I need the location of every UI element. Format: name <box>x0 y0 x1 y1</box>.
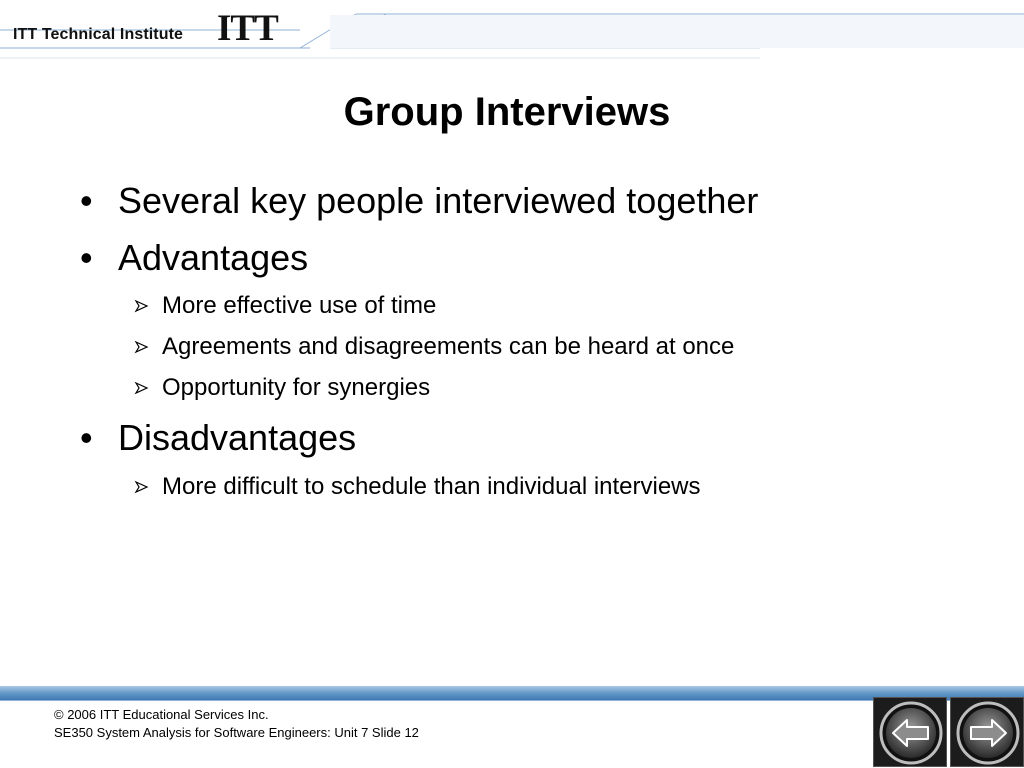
chevron-right-icon <box>134 299 150 313</box>
sub-bullet-text: Opportunity for synergies <box>162 374 431 401</box>
next-slide-button[interactable] <box>950 697 1024 767</box>
footer-course-info: SE350 System Analysis for Software Engineers: Unit 7 Slide 12 <box>54 725 419 740</box>
bullet-dot-icon: • <box>80 417 93 458</box>
bullet-text: Advantages <box>118 237 309 278</box>
sub-bullet-text: More difficult to schedule than individual interviews <box>162 473 701 500</box>
chevron-right-icon <box>134 480 150 494</box>
bullet-dot-icon: • <box>80 237 93 278</box>
right-arrow-icon <box>951 698 1024 768</box>
institute-name: ITT Technical Institute <box>13 26 184 43</box>
left-arrow-icon <box>874 698 948 768</box>
bullet-text: Disadvantages <box>118 417 357 458</box>
sub-bullet-text: Agreements and disagreements can be heard at once <box>162 333 735 360</box>
chevron-right-icon <box>134 340 150 354</box>
previous-slide-button[interactable] <box>873 697 947 767</box>
footer-divider <box>0 700 1024 701</box>
itt-logo: ITT <box>217 8 278 49</box>
bullet-dot-icon: • <box>80 180 93 221</box>
sub-bullet-text: More effective use of time <box>162 292 437 319</box>
slide-title: Group Interviews <box>343 90 671 134</box>
footer-bar <box>0 686 1024 700</box>
footer-copyright: © 2006 ITT Educational Services Inc. <box>54 707 269 722</box>
bullet-text: Several key people interviewed together <box>118 180 759 221</box>
chevron-right-icon <box>134 381 150 395</box>
header-banner <box>0 0 1024 62</box>
